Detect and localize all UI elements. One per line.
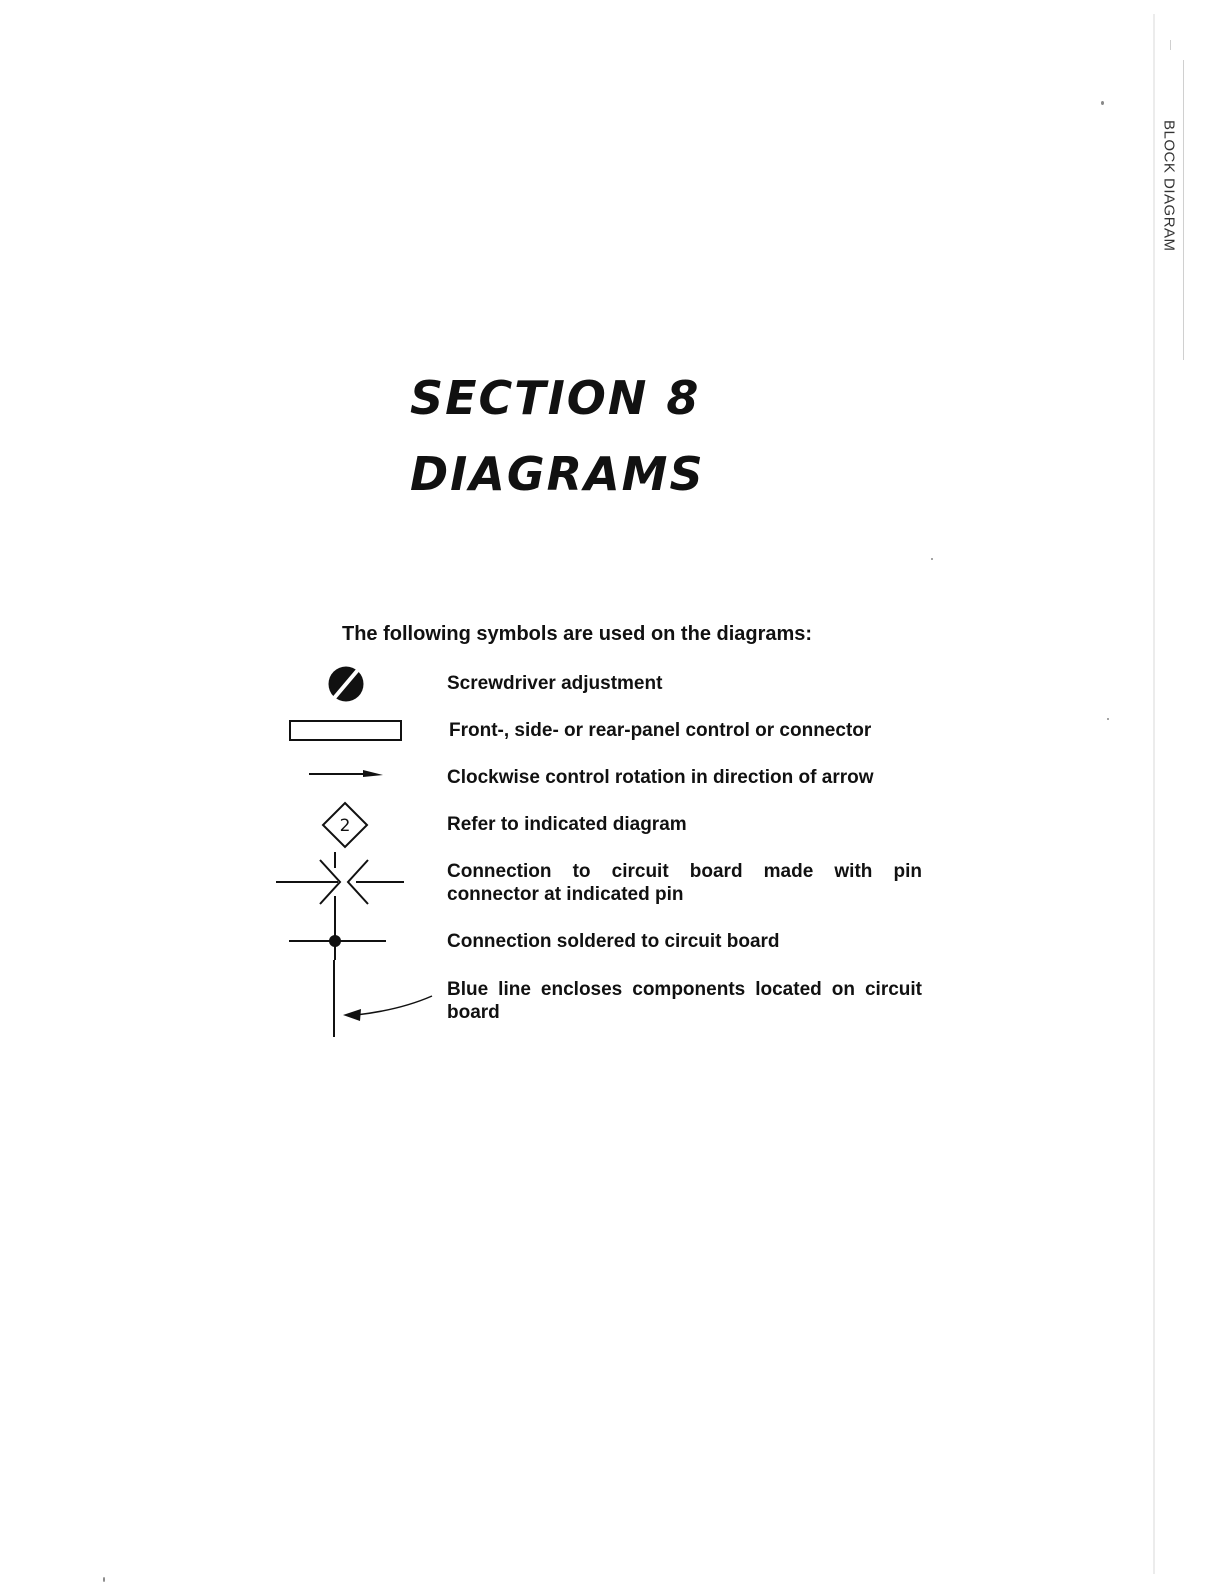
legend-item-text: Connection soldered to circuit board — [447, 931, 780, 952]
diagram-reference-diamond-icon — [323, 803, 367, 847]
legend-item-text: Screwdriver adjustment — [447, 673, 663, 694]
board-boundary-line-icon — [334, 960, 432, 1037]
clockwise-arrow-icon — [309, 770, 383, 777]
solder-junction-icon — [289, 912, 386, 960]
legend-item-text: Clockwise control rotation in direction of arrow — [447, 767, 874, 788]
side-tab-label: BLOCK DIAGRAM — [1160, 120, 1178, 252]
legend-item-text: Connection to circuit board made with pin connector at indicated pin — [447, 861, 922, 905]
section-heading-line: SECTION 8 — [410, 371, 701, 425]
legend-item-text: Blue line encloses components located on circuit board — [447, 979, 922, 1023]
pin-connector-icon — [276, 852, 404, 912]
diagram-reference-number: 2 — [339, 816, 351, 836]
screwdriver-adjustment-icon — [329, 667, 364, 702]
section-heading-line: DIAGRAMS — [410, 447, 705, 501]
legend-item-text: Refer to indicated diagram — [447, 814, 687, 835]
legend-intro: The following symbols are used on the diagrams: — [342, 623, 813, 645]
legend-item-text: Front-, side- or rear-panel control or connector — [449, 720, 872, 741]
panel-control-rectangle-icon — [290, 721, 401, 740]
